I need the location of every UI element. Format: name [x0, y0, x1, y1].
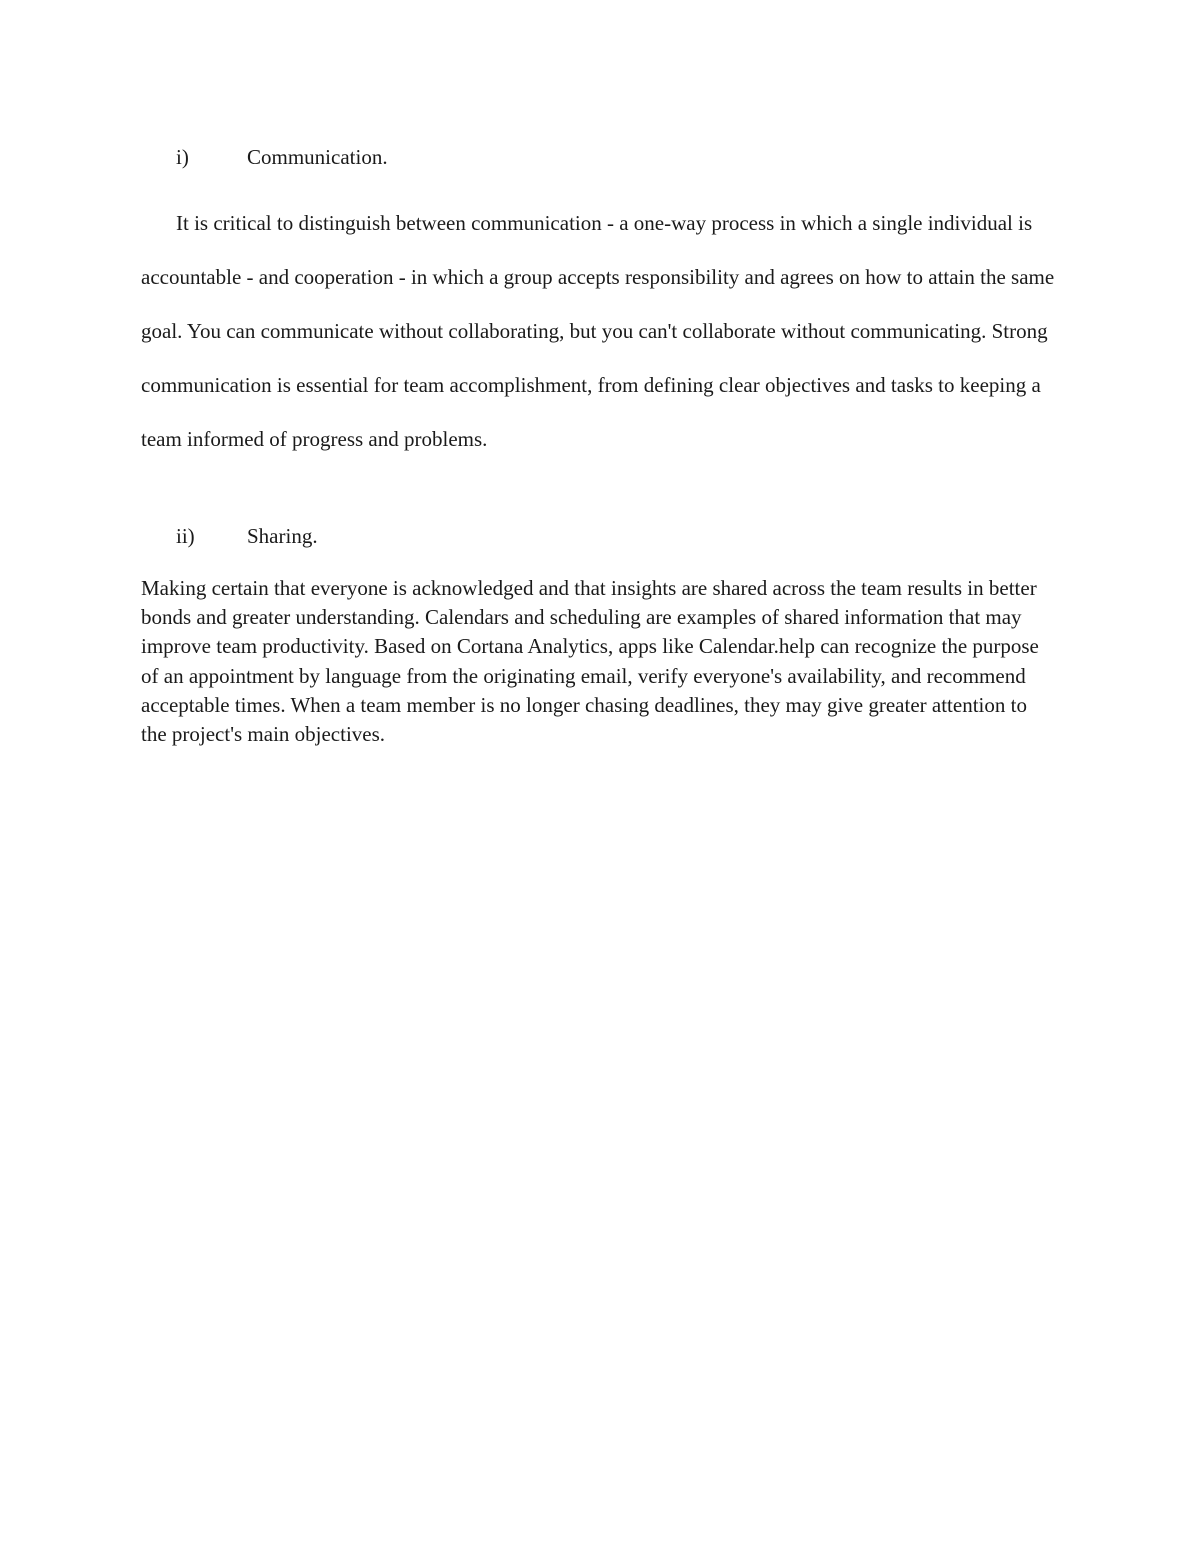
section-number: ii) [176, 524, 195, 548]
communication-paragraph: It is critical to distinguish between communication - a one-way process in which a single individual is accountable - and cooperation - in which a group accepts responsibility and agrees on how to attain the same goal. You can communicate without collaborating, but you can't collaborate without communicating. Strong communication is essential for team accomplishment, from defining clear objectives and tasks to keeping a team informed of progress and problems. [141, 211, 1055, 451]
section-title: Communication. [247, 145, 388, 169]
section-heading-sharing [176, 521, 318, 551]
section-number: i) [176, 145, 189, 169]
section-title: Sharing. [247, 524, 318, 548]
sharing-paragraph: Making certain that everyone is acknowledged and that insights are shared across the team results in better bonds and greater understanding. Calendars and scheduling are examples of shared information that may improve team productivity. Based on Cortana Analytics, apps like Calendar.help can recognize the purpose of an appointment by language from the originating email, verify everyone's availability, and recommend acceptable times. When a team member is no longer chasing deadlines, they may give greater attention to the project's main objectives. [141, 576, 1039, 747]
section-heading-communication [176, 142, 388, 172]
